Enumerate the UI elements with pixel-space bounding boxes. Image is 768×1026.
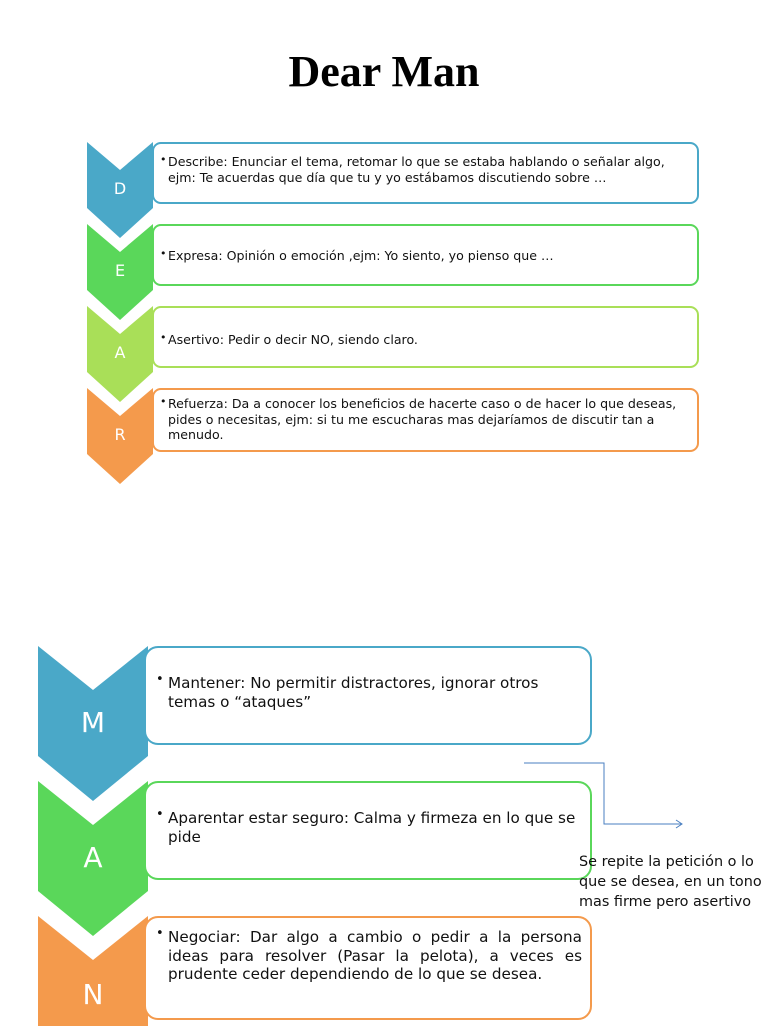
letter-r: R: [114, 425, 126, 444]
letter-e: E: [114, 261, 126, 280]
description-text-m: • Mantener: No permitir distractores, ignorar otros temas o “ataques”: [168, 674, 582, 711]
letter-a: A: [114, 343, 126, 362]
connector-line: [524, 763, 682, 824]
letter-d: D: [113, 179, 127, 198]
letter-a2: A: [83, 841, 103, 874]
description-text-d: • Describe: Enunciar el tema, retomar lo que se estaba hablando o señalar algo, ejm: Te acuerdas que día que tu y yo estábamos discutiendo sobre …: [168, 154, 683, 185]
description-text-n: • Negociar: Dar algo a cambio o pedir a la persona ideas para resolver (Pasar la pelota), a veces es prudente ceder dependiendo de lo que se desea.: [168, 928, 582, 984]
side-note: Se repite la petición o lo que se desea, en un tono mas firme pero asertivo: [579, 854, 762, 910]
description-text-a: • Asertivo: Pedir o decir NO, siendo claro.: [168, 332, 683, 348]
description-text-a2: • Aparentar estar seguro: Calma y firmeza en lo que se pide: [168, 809, 582, 846]
letter-m: M: [80, 706, 106, 739]
description-text-r: • Refuerza: Da a conocer los beneficios de hacerte caso o de hacer lo que deseas, pides o necesitas, ejm: si tu me escucharas mas dejaríamos de discutir tan a menudo.: [168, 396, 683, 443]
description-text-e: • Expresa: Opinión o emoción ,ejm: Yo siento, yo pienso que …: [168, 248, 683, 264]
letter-n: N: [82, 978, 104, 1011]
page-title: Dear Man: [288, 47, 480, 96]
